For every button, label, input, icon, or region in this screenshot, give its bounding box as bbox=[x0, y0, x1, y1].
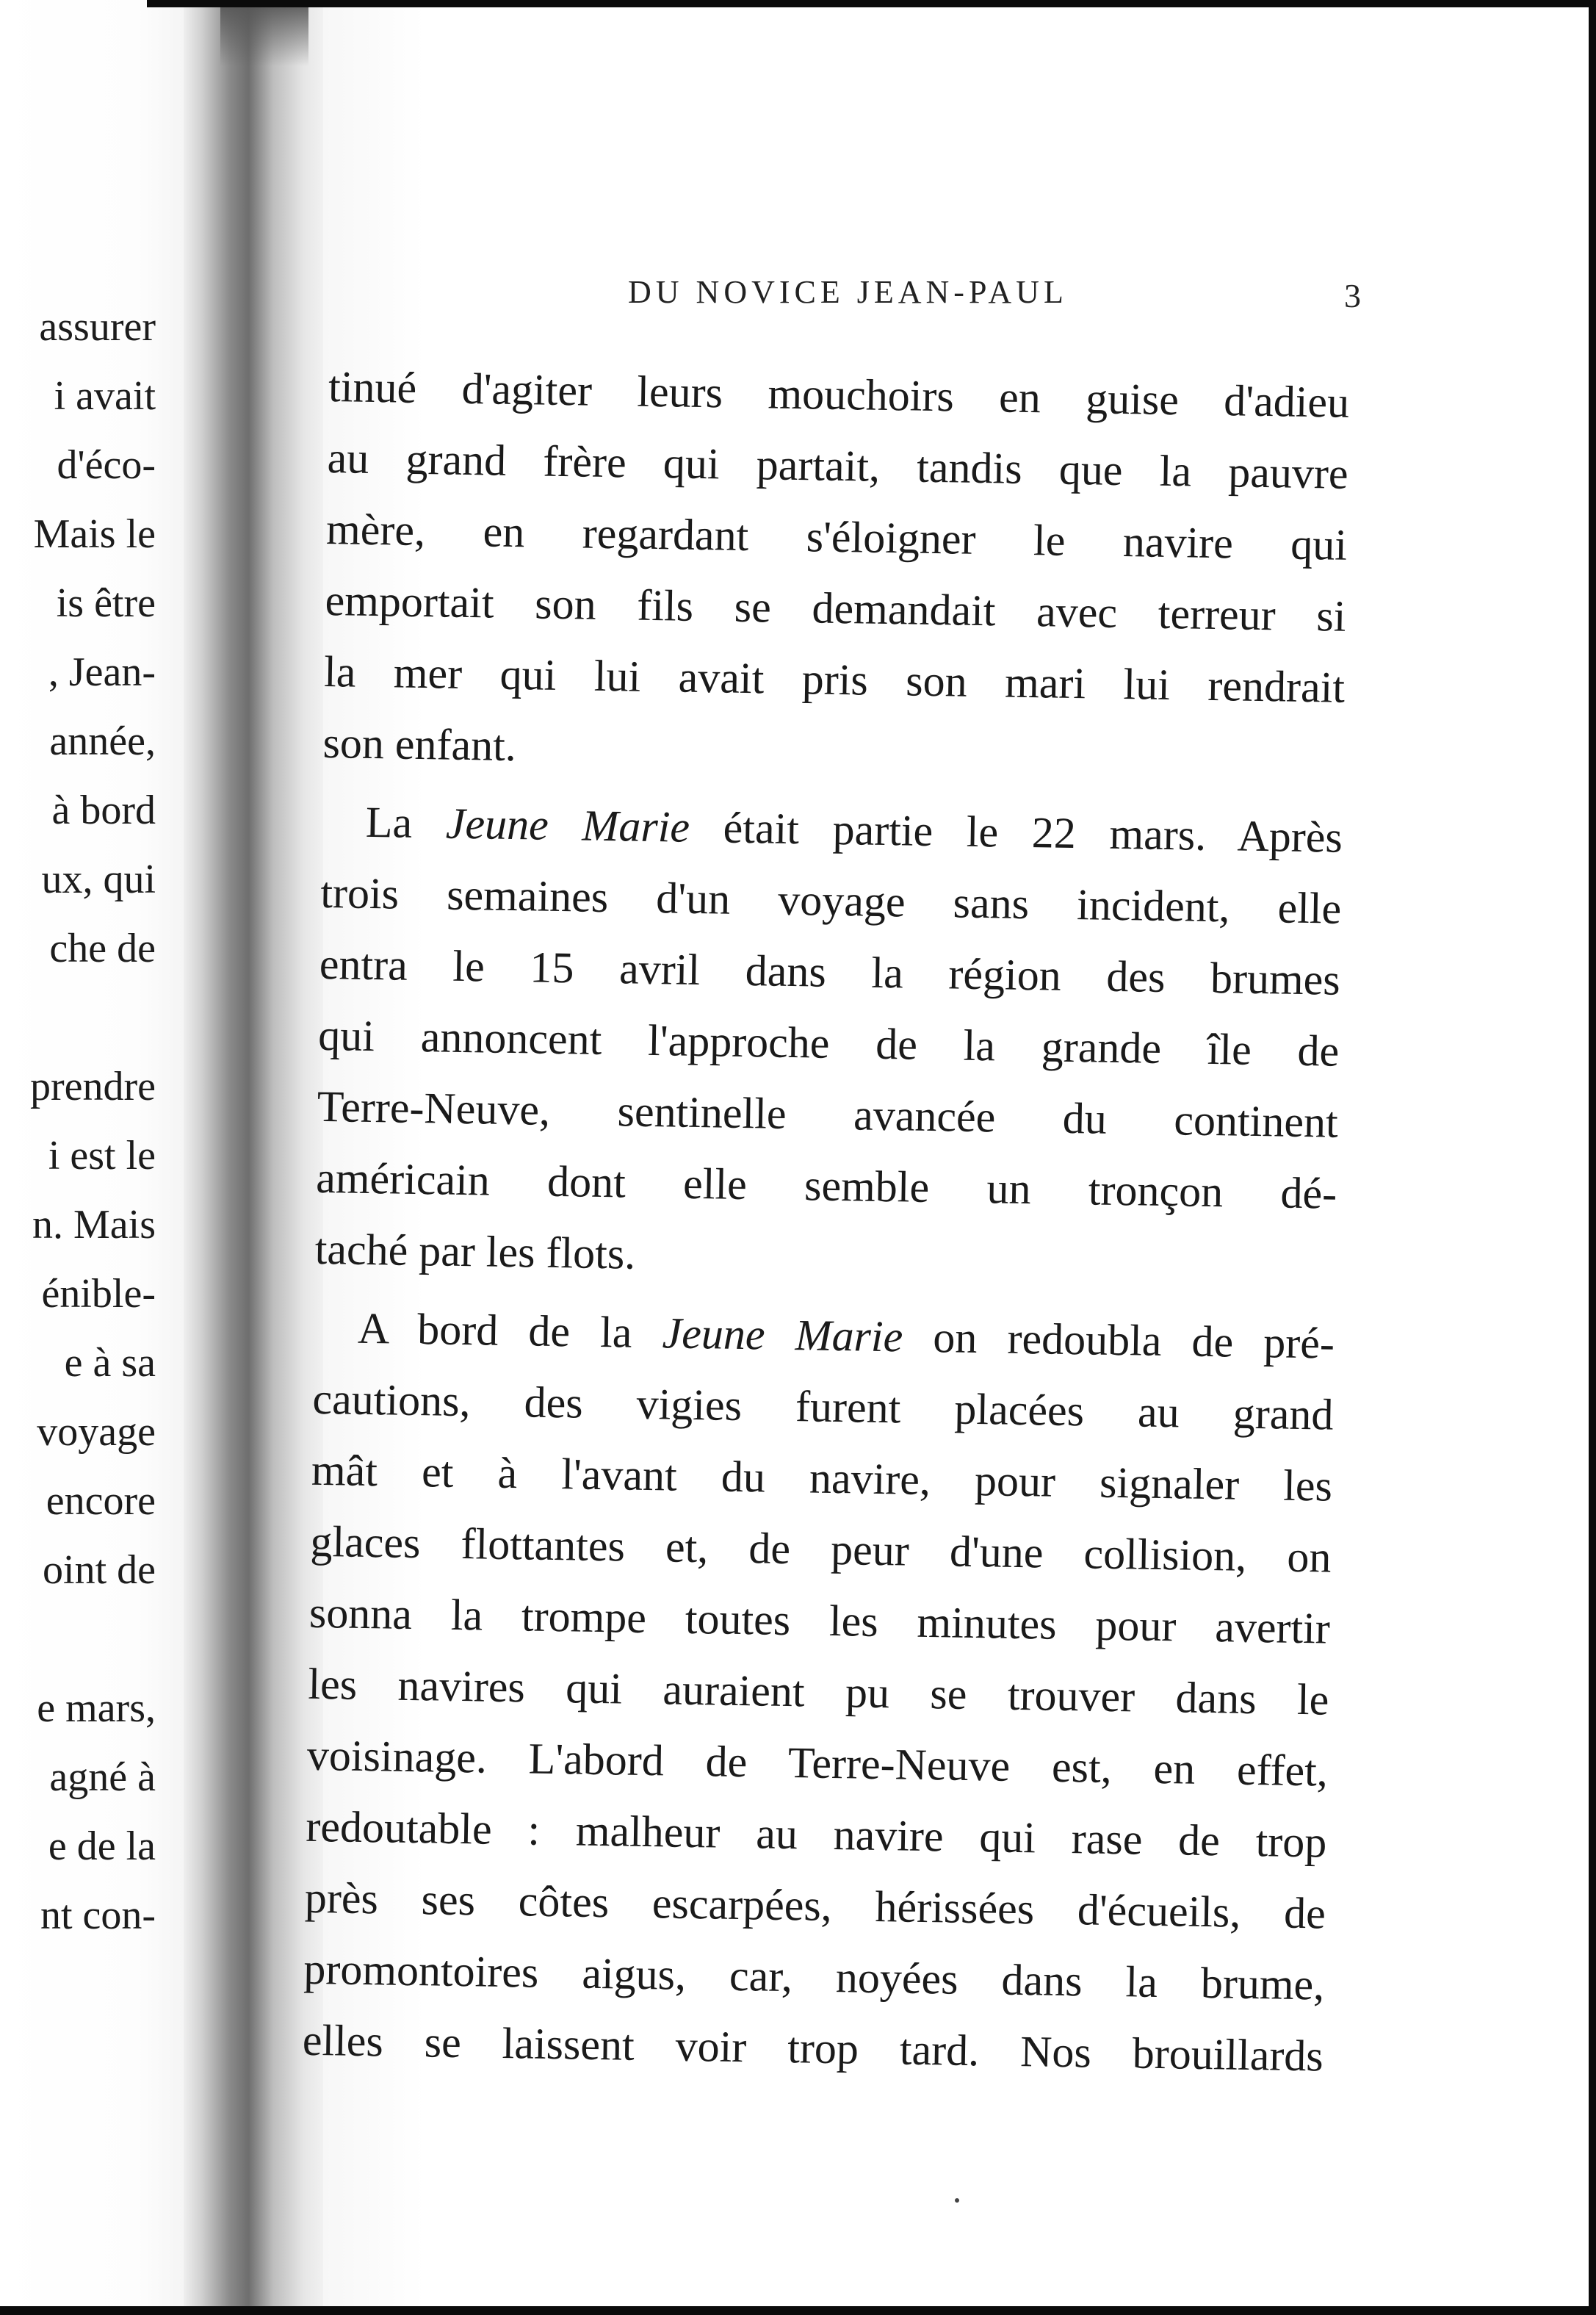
text-segment: on redoubla de pré- bbox=[902, 1312, 1335, 1368]
text-segment: taché par les flots. bbox=[314, 1224, 636, 1278]
left-page-line: à bord bbox=[51, 788, 156, 833]
left-page-line: i est le bbox=[48, 1133, 156, 1178]
text-segment: les navires qui auraient pu se trouver dans le bbox=[307, 1659, 1329, 1724]
left-page-line: e à sa bbox=[64, 1340, 156, 1386]
text-segment: emportait son fils se demandait avec terreur si bbox=[325, 575, 1347, 641]
text-segment: son enfant. bbox=[322, 718, 517, 771]
text-segment: mât et à l'avant du navire, pour signaler les bbox=[311, 1445, 1333, 1511]
text-segment: A bord de la bbox=[357, 1303, 663, 1358]
text-segment: glaces flottantes et, de peur d'une collision, on bbox=[310, 1516, 1332, 1582]
left-page-text bbox=[30, 292, 156, 1950]
ink-speck bbox=[955, 2198, 959, 2203]
left-page-blank-line bbox=[30, 983, 156, 1052]
left-page-line: ux, qui bbox=[41, 857, 156, 902]
text-segment: américain dont elle semble un tronçon dé- bbox=[315, 1153, 1337, 1218]
text-segment: La bbox=[365, 797, 447, 848]
paragraph bbox=[302, 1292, 1335, 2092]
text-segment: promontoires aigus, car, noyées dans la brume, bbox=[303, 1944, 1325, 2009]
text-segment: sonna la trompe toutes les minutes pour avertir bbox=[308, 1588, 1331, 1653]
left-page-line: encore bbox=[46, 1478, 156, 1524]
text-segment: au grand frère qui partait, tandis que la pauvre bbox=[327, 433, 1349, 498]
left-page-line: voyage bbox=[37, 1409, 156, 1455]
text-segment: voisinage. L'abord de Terre-Neuve est, en effet, bbox=[306, 1730, 1329, 1796]
text-segment: elles se laissent voir trop tard. Nos brouillards bbox=[302, 2015, 1324, 2081]
scan-border-right bbox=[1589, 0, 1596, 2315]
ship-name: Jeune Marie bbox=[445, 799, 690, 852]
left-page-line: che de bbox=[49, 926, 156, 971]
left-page-line: e mars, bbox=[37, 1685, 156, 1731]
text-segment: qui annoncent l'approche de la grande île de bbox=[317, 1010, 1340, 1076]
left-page-line: année, bbox=[49, 719, 156, 764]
scan-border-bottom bbox=[0, 2306, 1596, 2315]
left-page-line: i avait bbox=[54, 373, 156, 419]
text-segment: cautions, des vigies furent placées au grand bbox=[312, 1374, 1334, 1439]
left-page-line: d'éco- bbox=[57, 442, 156, 488]
paragraph bbox=[322, 351, 1350, 795]
left-page-line: énible- bbox=[41, 1271, 156, 1317]
left-page-line: prendre bbox=[29, 1064, 156, 1109]
page-number: 3 bbox=[1344, 277, 1361, 314]
left-page-line: n. Mais bbox=[32, 1202, 156, 1247]
ship-name: Jeune Marie bbox=[662, 1308, 903, 1361]
text-segment: trois semaines d'un voyage sans incident, elle bbox=[319, 868, 1342, 933]
left-page-line: nt con- bbox=[40, 1893, 156, 1938]
left-page-line: is être bbox=[56, 580, 156, 626]
scan-border-top bbox=[147, 0, 1596, 7]
text-segment: entra le 15 avril dans la région des brumes bbox=[319, 939, 1341, 1004]
left-page-line: assurer bbox=[39, 304, 156, 350]
left-page-line: e de la bbox=[48, 1823, 156, 1869]
left-page-line: Mais le bbox=[33, 511, 156, 557]
text-segment: mère, en regardant s'éloigner le navire qui bbox=[325, 504, 1348, 569]
text-segment: Terre-Neuve, sentinelle avancée du continent bbox=[317, 1081, 1339, 1147]
left-page-line: , Jean- bbox=[48, 649, 156, 695]
text-segment: près ses côtes escarpées, hérissées d'écueils, de bbox=[304, 1873, 1326, 1938]
text-segment: était partie le 22 mars. Après bbox=[689, 802, 1343, 862]
left-page-line: oint de bbox=[43, 1547, 156, 1593]
left-page-blank-line bbox=[30, 1605, 156, 1674]
left-page-line: agné à bbox=[49, 1754, 156, 1800]
text-segment: redoutable : malheur au navire qui rase de trop bbox=[305, 1801, 1327, 1867]
paragraph bbox=[314, 786, 1343, 1301]
text-segment: tinué d'agiter leurs mouchoirs en guise d'adieu bbox=[328, 361, 1350, 427]
text-segment: la mer qui lui avait pris son mari lui rendrait bbox=[323, 647, 1346, 712]
body-text bbox=[302, 351, 1350, 2092]
left-page bbox=[0, 0, 198, 2315]
gutter-shadow bbox=[220, 0, 308, 66]
running-title: DU NOVICE JEAN-PAUL bbox=[628, 274, 1068, 310]
